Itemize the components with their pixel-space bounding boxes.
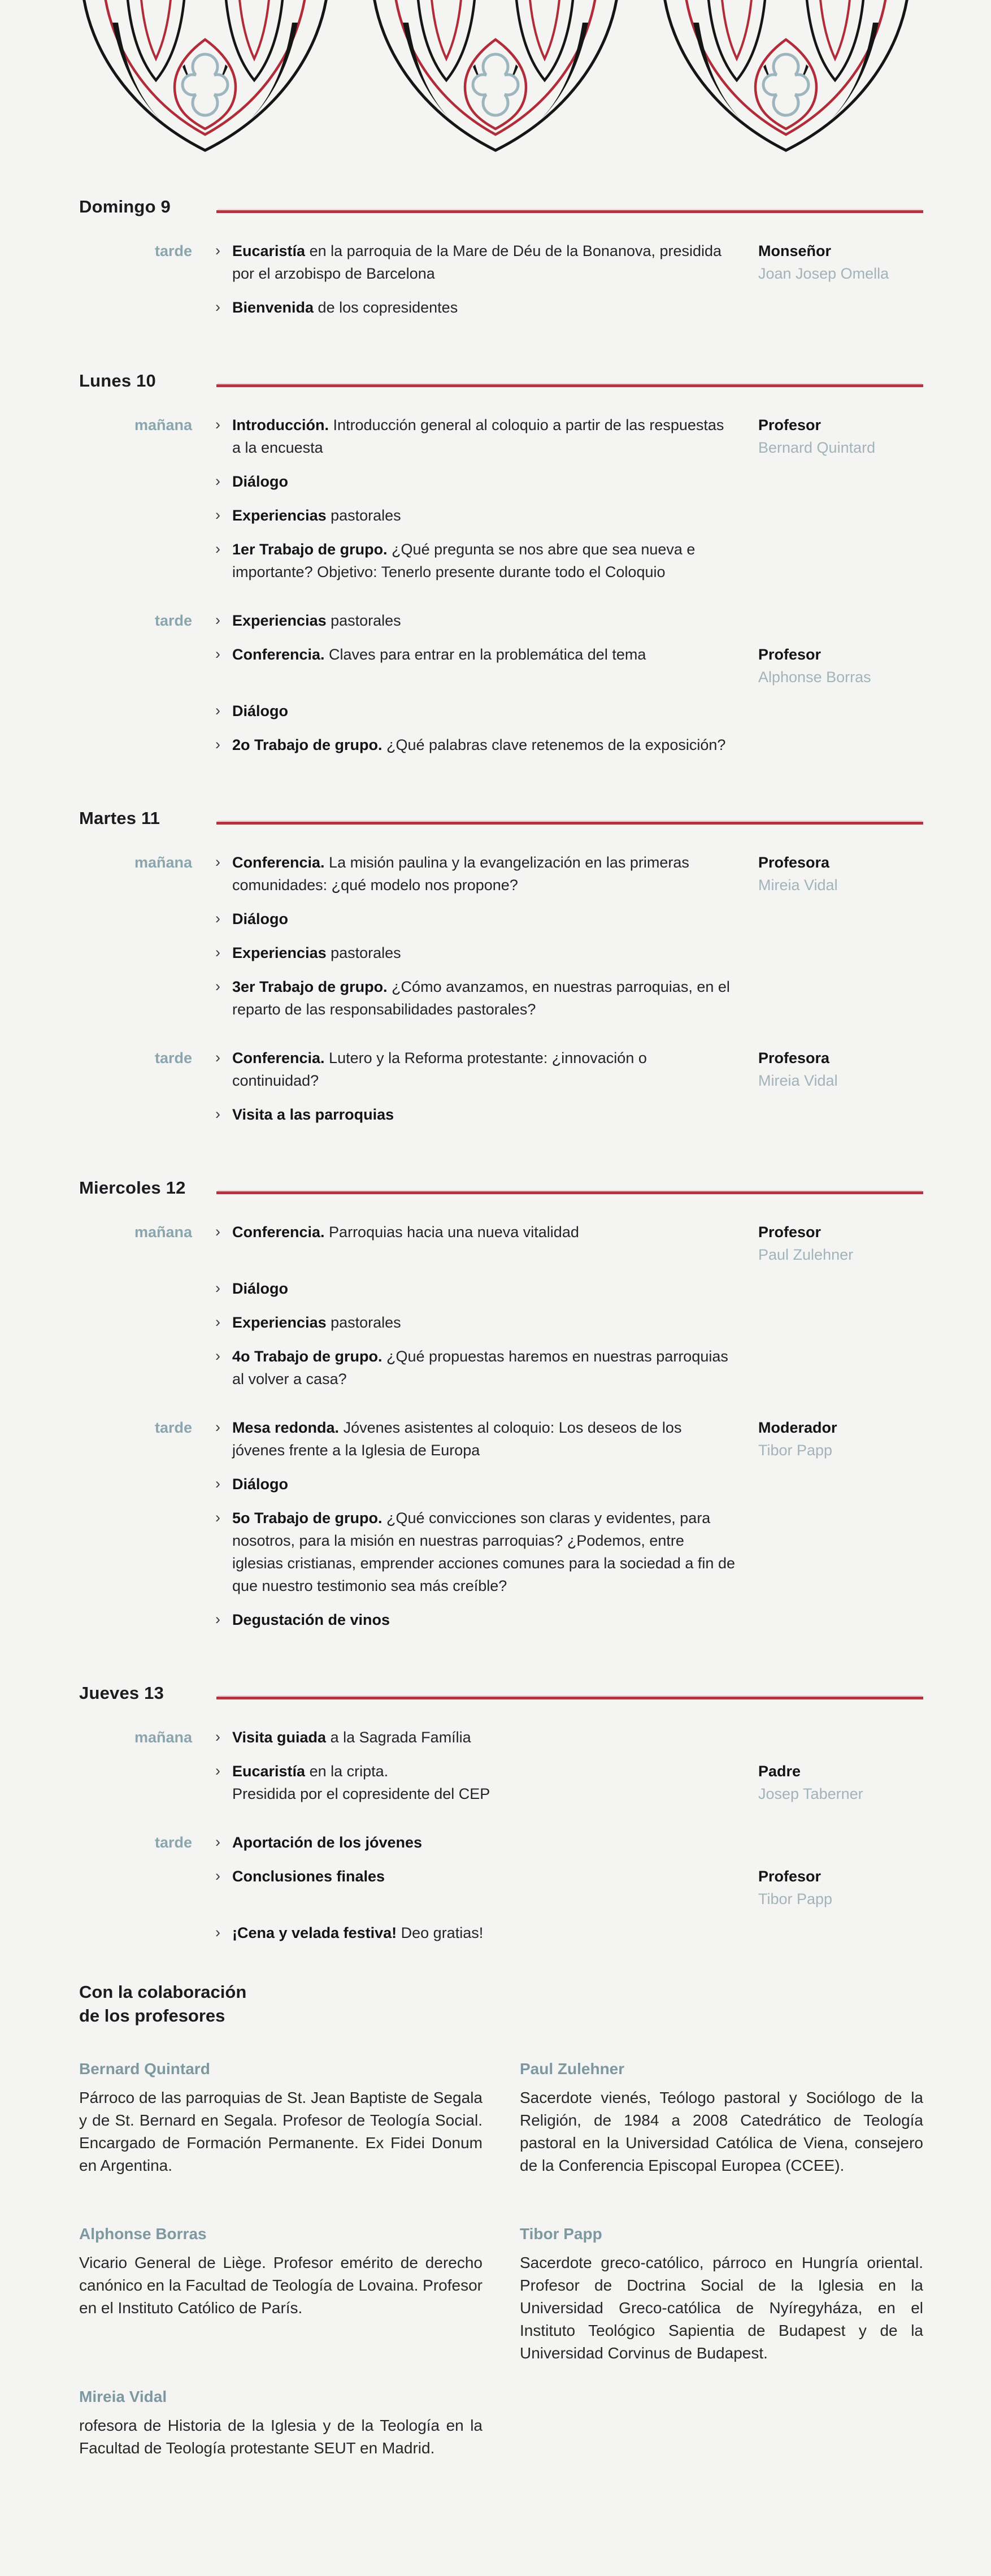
schedule-item-text: Experiencias pastorales xyxy=(232,944,401,961)
session-time-label: tarde xyxy=(154,242,192,259)
speaker-role: Moderador xyxy=(758,1419,837,1436)
schedule xyxy=(79,197,923,1944)
item-bullet-icon: › xyxy=(215,540,220,557)
schedule-item xyxy=(215,1416,735,1462)
item-bullet-icon: › xyxy=(215,944,220,961)
item-bullet-icon: › xyxy=(215,242,220,259)
speaker-cell xyxy=(758,942,921,964)
schedule-item-lead: Experiencias xyxy=(232,507,327,524)
session-time-spacer xyxy=(79,504,192,527)
session-time-label: tarde xyxy=(154,1419,192,1436)
schedule-item-lead: Experiencias xyxy=(232,612,327,629)
schedule-item xyxy=(215,1473,735,1495)
schedule-item xyxy=(215,240,735,285)
schedule-item-text xyxy=(232,1611,390,1628)
schedule-item xyxy=(215,609,735,632)
schedule-item xyxy=(215,1047,735,1092)
speaker-name: Josep Taberner xyxy=(758,1785,863,1802)
professor-name: Alphonse Borras xyxy=(79,2225,207,2243)
speaker-cell xyxy=(758,734,921,756)
professor-name: Bernard Quintard xyxy=(79,2060,210,2078)
ornament-path xyxy=(225,0,283,80)
schedule-item-lead: 2o Trabajo de grupo. xyxy=(232,736,383,753)
schedule-item xyxy=(215,1831,735,1854)
item-bullet-icon: › xyxy=(215,1347,220,1364)
session-block xyxy=(79,414,923,583)
speaker-role: Monseñor xyxy=(758,242,832,259)
schedule-item-text: Conferencia. Claves para entrar en la problemática del tema xyxy=(232,646,646,663)
schedule-item-lead: Diálogo xyxy=(232,1280,288,1297)
speaker-cell xyxy=(758,1277,921,1300)
schedule-item-text: ¡Cena y velada festiva! Deo gratias! xyxy=(232,1924,484,1941)
ornament-path xyxy=(529,0,560,59)
schedule-item xyxy=(215,851,735,896)
professor-bio: Sacerdote greco-católico, párroco en Hungría oriental. Profesor de Doctrina Social de la Iglesia en la Universidad Greco-católica de Nyíregyháza, en el Instituto Teológico Sapientia de Budapest y de la Universidad Corvinus de Budapest. xyxy=(520,2254,923,2362)
day-rule-line xyxy=(216,384,923,387)
session-time-label: mañana xyxy=(134,854,192,871)
schedule-item-text: Conferencia. Lutero y la Reforma protestante: ¿innovación o continuidad? xyxy=(232,1050,647,1089)
schedule-item-text: 2o Trabajo de grupo. ¿Qué palabras clave retenemos de la exposición? xyxy=(232,736,726,753)
item-bullet-icon: › xyxy=(215,506,220,523)
day-section xyxy=(79,371,923,756)
professor-profile xyxy=(520,2224,923,2365)
ornament-path xyxy=(232,23,298,135)
speaker-cell xyxy=(758,1221,921,1266)
ornament-path xyxy=(806,0,864,80)
session-time-spacer xyxy=(79,942,192,964)
schedule-item-text: 4o Trabajo de grupo. ¿Qué propuestas haremos en nuestras parroquias al volver a casa? xyxy=(232,1348,728,1387)
schedule-item xyxy=(215,470,735,493)
speaker-name: Tibor Papp xyxy=(758,1442,833,1459)
ornament-path xyxy=(127,0,185,80)
session-block xyxy=(79,1221,923,1390)
session-time-spacer xyxy=(79,1865,192,1910)
professor-profile xyxy=(79,2387,483,2460)
professor-bio: Vicario General de Liège. Profesor emérito de derecho canónico en la Facultad de Teología de Lovaina. Profesor en el Instituto Católico de París. xyxy=(79,2254,483,2317)
session-time-spacer xyxy=(79,700,192,722)
schedule-item-lead: Experiencias xyxy=(232,944,327,961)
session-time-spacer xyxy=(79,1922,192,1944)
item-bullet-icon: › xyxy=(215,910,220,927)
speaker-name: Bernard Quintard xyxy=(758,439,876,456)
session-time-spacer xyxy=(79,1103,192,1126)
session-time-spacer xyxy=(79,1760,192,1805)
schedule-item-lead: Visita a las parroquias xyxy=(232,1106,394,1123)
day-header xyxy=(79,371,923,391)
session-time-spacer xyxy=(79,975,192,1021)
session-time-spacer xyxy=(79,734,192,756)
speaker-name: Joan Josep Omella xyxy=(758,265,889,282)
schedule-item-lead: Diálogo xyxy=(232,910,288,927)
schedule-item-text: Mesa redonda. Jóvenes asistentes al coloquio: Los deseos de los jóvenes frente a la Iglesia de Europa xyxy=(232,1419,682,1459)
item-bullet-icon: › xyxy=(215,1419,220,1436)
ornament-path xyxy=(403,23,468,135)
speaker-cell xyxy=(758,470,921,493)
professor-profiles xyxy=(79,2059,923,2460)
session-block xyxy=(79,240,923,319)
schedule-item-lead: Conferencia. xyxy=(232,1224,325,1241)
speaker-cell xyxy=(758,1345,921,1390)
professor-name: Tibor Papp xyxy=(520,2225,602,2243)
item-bullet-icon: › xyxy=(215,1280,220,1296)
session-time-spacer xyxy=(79,1277,192,1300)
speaker-cell xyxy=(758,1507,921,1597)
speaker-role: Profesor xyxy=(758,646,822,663)
schedule-item xyxy=(215,1221,735,1266)
schedule-item-lead: 5o Trabajo de grupo. xyxy=(232,1510,383,1526)
session-time-spacer xyxy=(79,296,192,319)
ornament-path xyxy=(239,0,270,59)
schedule-item xyxy=(215,908,735,930)
program-content xyxy=(0,197,991,2460)
day-title: Martes 11 xyxy=(79,808,160,828)
schedule-item xyxy=(215,1922,735,1944)
item-bullet-icon: › xyxy=(215,1867,220,1884)
schedule-item-lead: Bienvenida xyxy=(232,299,314,316)
session-block xyxy=(79,1416,923,1631)
schedule-item xyxy=(215,1760,735,1805)
item-bullet-icon: › xyxy=(215,702,220,719)
speaker-cell xyxy=(758,1726,921,1749)
schedule-item-text: Eucaristía en la cripta. Presidida por el copresidente del CEP xyxy=(232,1763,490,1802)
schedule-item-lead: Eucaristía xyxy=(232,1763,306,1780)
session-time-spacer xyxy=(79,1311,192,1334)
day-rule-line xyxy=(216,822,923,825)
schedule-item-text xyxy=(232,1106,394,1123)
speaker-cell xyxy=(758,1922,921,1944)
session-time-label: tarde xyxy=(154,1050,192,1066)
schedule-item xyxy=(215,538,735,583)
professor-profile xyxy=(79,2224,483,2319)
ornament-path xyxy=(708,0,766,80)
schedule-item-lead: Conferencia. xyxy=(232,1050,325,1066)
session-block xyxy=(79,851,923,1021)
schedule-item-lead: 4o Trabajo de grupo. xyxy=(232,1348,383,1365)
item-bullet-icon: › xyxy=(215,416,220,433)
speaker-role: Padre xyxy=(758,1763,801,1780)
schedule-item-lead: Conferencia. xyxy=(232,646,325,663)
speaker-cell xyxy=(758,700,921,722)
item-bullet-icon: › xyxy=(215,472,220,489)
speaker-cell xyxy=(758,414,921,459)
professor-bio: rofesora de Historia de la Iglesia y de la Teología en la Facultad de Teología protestante SEUT en Madrid. xyxy=(79,2417,483,2457)
professor-bio: Párroco de las parroquias de St. Jean Baptiste de Segala y de St. Bernard en Segala. Profesor de Teología Social. Encargado de Formación Permanente. Ex Fidei Donum en Argentina. xyxy=(79,2089,483,2174)
day-section xyxy=(79,1683,923,1944)
session-block xyxy=(79,1726,923,1805)
gothic-arch-ornament xyxy=(656,0,916,156)
speaker-cell xyxy=(758,609,921,632)
professor-name: Paul Zulehner xyxy=(520,2060,625,2078)
quatrefoil-center xyxy=(485,67,506,102)
item-bullet-icon: › xyxy=(215,978,220,995)
schedule-item-text: Conferencia. La misión paulina y la evangelización en las primeras comunidades: ¿qué modelo nos propone? xyxy=(232,854,689,894)
schedule-item xyxy=(215,296,735,319)
ornament-path xyxy=(721,0,752,59)
schedule-item xyxy=(215,1311,735,1334)
session-time-label: mañana xyxy=(134,417,192,433)
day-rule-line xyxy=(216,210,923,213)
session-time-label: tarde xyxy=(154,612,192,629)
day-rule-line xyxy=(216,1697,923,1699)
schedule-item xyxy=(215,1345,735,1390)
speaker-role: Profesor xyxy=(758,1224,822,1241)
schedule-item-text: Conferencia. Parroquias hacia una nueva vitalidad xyxy=(232,1224,579,1241)
speaker-cell xyxy=(758,1608,921,1631)
session-time-label: tarde xyxy=(154,1834,192,1851)
schedule-item-lead: ¡Cena y velada festiva! xyxy=(232,1924,397,1941)
speaker-name: Mireia Vidal xyxy=(758,877,838,894)
schedule-item-lead: Experiencias xyxy=(232,1314,327,1331)
item-bullet-icon: › xyxy=(215,1313,220,1330)
session-block xyxy=(79,1047,923,1126)
day-title: Lunes 10 xyxy=(79,371,156,391)
schedule-item-lead: Diálogo xyxy=(232,473,288,490)
schedule-item-text xyxy=(232,1476,288,1493)
session-block xyxy=(79,1831,923,1944)
speaker-name: Paul Zulehner xyxy=(758,1246,854,1263)
profiles-column-right xyxy=(520,2059,923,2460)
collaboration-heading-line2: de los profesores xyxy=(79,2006,225,2026)
schedule-item xyxy=(215,734,735,756)
item-bullet-icon: › xyxy=(215,1833,220,1850)
session-block xyxy=(79,609,923,756)
session-time-spacer xyxy=(79,1473,192,1495)
speaker-cell xyxy=(758,296,921,319)
session-time-spacer xyxy=(79,1608,192,1631)
gothic-arch-ornament xyxy=(75,0,335,156)
schedule-item-text: 3er Trabajo de grupo. ¿Cómo avanzamos, en nuestras parroquias, en el reparto de las responsabilidades pastorales? xyxy=(232,978,730,1018)
schedule-item-lead: 3er Trabajo de grupo. xyxy=(232,978,388,995)
speaker-cell xyxy=(758,240,921,285)
item-bullet-icon: › xyxy=(215,1049,220,1066)
schedule-item xyxy=(215,942,735,964)
collaboration-heading-line1: Con la colaboración xyxy=(79,1982,247,2002)
speaker-role: Profesor xyxy=(758,417,822,433)
speaker-cell xyxy=(758,1473,921,1495)
ornament-path xyxy=(693,23,759,135)
schedule-item-lead: Eucaristía xyxy=(232,242,306,259)
ornament-path xyxy=(431,0,462,59)
quatrefoil-center xyxy=(194,67,216,102)
item-bullet-icon: › xyxy=(215,1762,220,1779)
schedule-item-lead: Conferencia. xyxy=(232,854,325,871)
day-header xyxy=(79,197,923,217)
schedule-item-lead: Conclusiones finales xyxy=(232,1868,385,1885)
session-time-spacer xyxy=(79,908,192,930)
schedule-item-text xyxy=(232,702,288,719)
schedule-item-lead: Aportación de los jóvenes xyxy=(232,1834,423,1851)
day-section xyxy=(79,197,923,319)
speaker-cell xyxy=(758,538,921,583)
speaker-name: Alphonse Borras xyxy=(758,669,871,686)
schedule-item-text: Experiencias pastorales xyxy=(232,612,401,629)
item-bullet-icon: › xyxy=(215,1728,220,1745)
schedule-item xyxy=(215,504,735,527)
schedule-item xyxy=(215,1507,735,1597)
day-title: Domingo 9 xyxy=(79,197,171,216)
speaker-cell xyxy=(758,1865,921,1910)
schedule-item xyxy=(215,643,735,688)
schedule-item-text: Visita guiada a la Sagrada Família xyxy=(232,1729,471,1746)
day-title: Jueves 13 xyxy=(79,1683,164,1703)
ornament-path xyxy=(523,23,588,135)
schedule-item-text xyxy=(232,473,288,490)
session-time-spacer xyxy=(79,470,192,493)
schedule-item-lead: Visita guiada xyxy=(232,1729,327,1746)
speaker-cell xyxy=(758,1047,921,1092)
quatrefoil-center xyxy=(775,67,797,102)
schedule-item-text: 1er Trabajo de grupo. ¿Qué pregunta se nos abre que sea nueva e importante? Objetivo: Tenerlo presente durante todo el Coloquio xyxy=(232,541,696,580)
speaker-name: Tibor Papp xyxy=(758,1890,833,1907)
schedule-item xyxy=(215,414,735,459)
professor-profile xyxy=(520,2059,923,2177)
session-time-spacer xyxy=(79,643,192,688)
gothic-ornament-row xyxy=(0,0,991,156)
schedule-item xyxy=(215,1726,735,1749)
day-rule-line xyxy=(216,1191,923,1194)
day-section xyxy=(79,808,923,1126)
ornament-path xyxy=(516,0,573,80)
item-bullet-icon: › xyxy=(215,298,220,315)
session-time-spacer xyxy=(79,538,192,583)
schedule-item-lead: Diálogo xyxy=(232,702,288,719)
schedule-item-lead: Introducción. xyxy=(232,417,329,433)
speaker-cell xyxy=(758,1311,921,1334)
speaker-cell xyxy=(758,1416,921,1462)
speaker-cell xyxy=(758,504,921,527)
professor-profile xyxy=(79,2059,483,2177)
schedule-item-text: Bienvenida de los copresidentes xyxy=(232,299,458,316)
ornament-path xyxy=(813,23,879,135)
speaker-cell xyxy=(758,1760,921,1805)
item-bullet-icon: › xyxy=(215,1611,220,1628)
speaker-role: Profesor xyxy=(758,1868,822,1885)
schedule-item-text: Introducción. Introducción general al coloquio a partir de las respuestas a la encuesta xyxy=(232,417,724,456)
speaker-cell xyxy=(758,1831,921,1854)
item-bullet-icon: › xyxy=(215,1223,220,1240)
item-bullet-icon: › xyxy=(215,853,220,870)
session-time-label: mañana xyxy=(134,1224,192,1241)
item-bullet-icon: › xyxy=(215,612,220,628)
day-header xyxy=(79,1178,923,1198)
schedule-item xyxy=(215,1277,735,1300)
speaker-name: Mireia Vidal xyxy=(758,1072,838,1089)
item-bullet-icon: › xyxy=(215,1475,220,1492)
schedule-item-lead: 1er Trabajo de grupo. xyxy=(232,541,388,558)
speaker-role: Profesora xyxy=(758,1050,830,1066)
item-bullet-icon: › xyxy=(215,1105,220,1122)
session-time-spacer xyxy=(79,1507,192,1597)
collaboration-heading xyxy=(79,1980,923,2028)
schedule-item-lead: Diálogo xyxy=(232,1476,288,1493)
ornament-path xyxy=(820,0,850,59)
professor-name: Mireia Vidal xyxy=(79,2388,167,2405)
schedule-item-text xyxy=(232,1280,288,1297)
speaker-cell xyxy=(758,643,921,688)
day-header xyxy=(79,808,923,829)
schedule-item-text xyxy=(232,1834,422,1851)
schedule-item-text: Experiencias pastorales xyxy=(232,1314,401,1331)
schedule-item-text: Experiencias pastorales xyxy=(232,507,401,524)
item-bullet-icon: › xyxy=(215,1509,220,1526)
speaker-cell xyxy=(758,975,921,1021)
item-bullet-icon: › xyxy=(215,736,220,753)
ornament-path xyxy=(418,0,475,80)
session-time-label: mañana xyxy=(134,1729,192,1746)
speaker-cell xyxy=(758,851,921,896)
ornament-path xyxy=(141,0,171,59)
gothic-arch-ornament xyxy=(366,0,625,156)
schedule-item-lead: Mesa redonda. xyxy=(232,1419,340,1436)
item-bullet-icon: › xyxy=(215,645,220,662)
professor-bio: Sacerdote vienés, Teólogo pastoral y Sociólogo de la Religión, de 1984 a 2008 Catedrático de Teología pastoral en la Universidad Católica de Viena, consejero de la Conferencia Episcopal Europea (CCEE). xyxy=(520,2089,923,2174)
schedule-item xyxy=(215,975,735,1021)
speaker-role: Profesora xyxy=(758,854,830,871)
profiles-column-left xyxy=(79,2059,483,2460)
schedule-item xyxy=(215,1608,735,1631)
day-header xyxy=(79,1683,923,1703)
schedule-item-text xyxy=(232,910,288,927)
schedule-item-lead: Degustación de vinos xyxy=(232,1611,390,1628)
schedule-item xyxy=(215,1103,735,1126)
schedule-item-text: Eucaristía en la parroquia de la Mare de Déu de la Bonanova, presidida por el arzobispo de Barcelona xyxy=(232,242,722,282)
ornament-path xyxy=(112,23,178,135)
speaker-cell xyxy=(758,1103,921,1126)
speaker-cell xyxy=(758,908,921,930)
day-section xyxy=(79,1178,923,1631)
schedule-item xyxy=(215,1865,735,1910)
schedule-item xyxy=(215,700,735,722)
schedule-item-text xyxy=(232,1868,385,1885)
item-bullet-icon: › xyxy=(215,1924,220,1941)
schedule-item-text: 5o Trabajo de grupo. ¿Qué convicciones son claras y evidentes, para nosotros, para la misión en nuestras parroquias? ¿Podemos, entre iglesias cristianas, emprender acciones comunes para la sociedad a fin de que nuestro testimonio sea más creíble? xyxy=(232,1510,735,1594)
day-title: Miercoles 12 xyxy=(79,1178,186,1198)
session-time-spacer xyxy=(79,1345,192,1390)
